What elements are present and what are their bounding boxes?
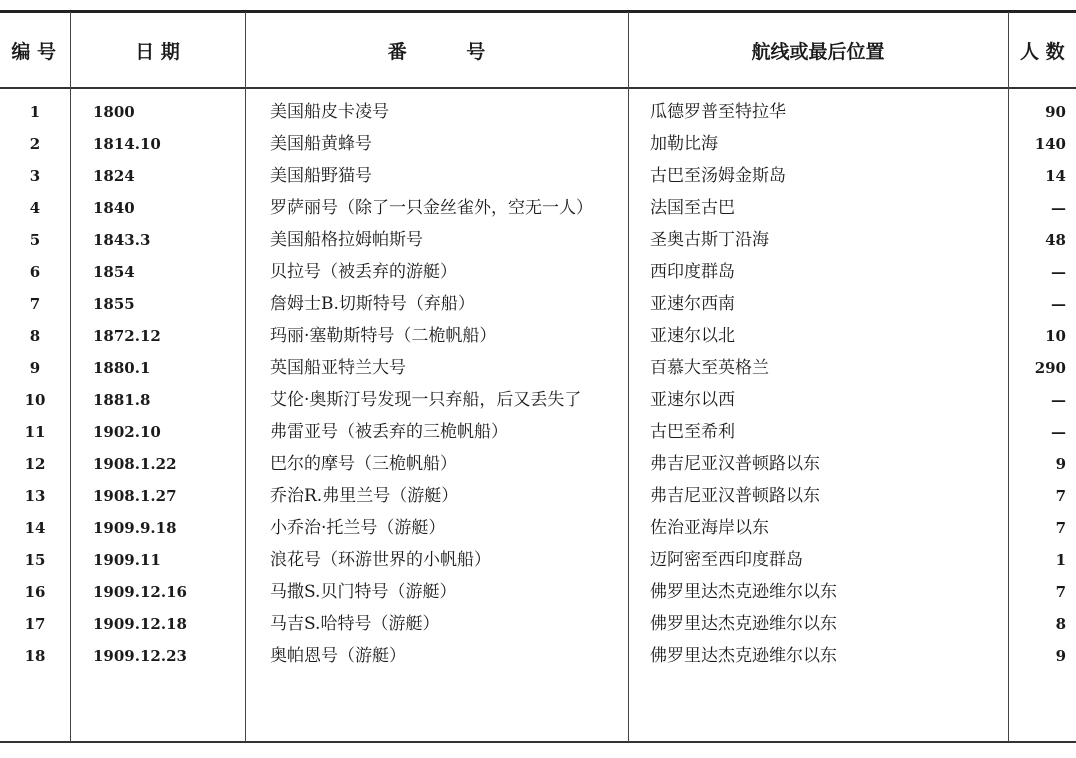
table-row: [0, 641, 1076, 673]
row-number: 13: [24, 487, 46, 505]
header-date: 日 期: [135, 40, 180, 63]
row-route: 瓜德罗普至特拉华: [650, 102, 786, 122]
row-ship-name: 小乔治·托兰号（游艇）: [270, 518, 446, 538]
row-number: 12: [24, 455, 46, 473]
bottom-rule: [0, 741, 1076, 743]
row-date: 1909.9.18: [93, 519, 177, 537]
row-date: 1814.10: [93, 135, 161, 153]
header-route: 航线或最后位置: [751, 40, 885, 63]
row-date: 1855: [93, 295, 135, 313]
row-date: 1909.12.18: [93, 615, 187, 633]
row-number: 11: [24, 423, 46, 441]
row-route: 古巴至希利: [650, 422, 735, 442]
row-ship-name: 詹姆士B.切斯特号（弃船）: [270, 294, 475, 314]
row-route: 百慕大至英格兰: [650, 358, 769, 378]
header-rule: [0, 87, 1076, 89]
row-ship-name: 美国船黄蜂号: [270, 134, 372, 154]
table-row: [0, 289, 1076, 321]
row-route: 佛罗里达杰克逊维尔以东: [650, 582, 837, 602]
table-row: [0, 577, 1076, 609]
row-ship-name: 英国船亚特兰大号: [270, 358, 406, 378]
table-row: [0, 385, 1076, 417]
row-ship-name: 巴尔的摩号（三桅帆船）: [270, 454, 457, 474]
row-date: 1902.10: [93, 423, 161, 441]
row-date: 1908.1.22: [93, 455, 177, 473]
row-route: 佛罗里达杰克逊维尔以东: [650, 614, 837, 634]
row-count: 290: [1034, 359, 1066, 377]
table-row: [0, 129, 1076, 161]
row-count: 9: [1055, 455, 1066, 473]
row-route: 法国至古巴: [650, 198, 735, 218]
row-date: 1909.12.23: [93, 647, 187, 665]
row-count: 48: [1045, 231, 1066, 249]
table-body: [0, 97, 1076, 673]
row-number: 3: [29, 167, 41, 185]
row-ship-name: 贝拉号（被丢弃的游艇）: [270, 262, 457, 282]
row-ship-name: 美国船格拉姆帕斯号: [270, 230, 423, 250]
table-row: [0, 97, 1076, 129]
row-route: 圣奥古斯丁沿海: [650, 230, 769, 250]
row-ship-name: 美国船野猫号: [270, 166, 372, 186]
row-date: 1880.1: [93, 359, 151, 377]
row-ship-name: 弗雷亚号（被丢弃的三桅帆船）: [270, 422, 508, 442]
row-count: 7: [1055, 487, 1066, 505]
row-number: 9: [29, 359, 41, 377]
row-date: 1854: [93, 263, 135, 281]
table-row: [0, 353, 1076, 385]
row-count: 9: [1055, 647, 1066, 665]
row-count: —: [1051, 295, 1066, 313]
row-number: 17: [24, 615, 46, 633]
row-number: 14: [24, 519, 46, 537]
row-number: 1: [29, 103, 41, 121]
row-route: 亚速尔西南: [650, 294, 735, 314]
row-date: 1908.1.27: [93, 487, 177, 505]
row-count: 8: [1055, 615, 1066, 633]
row-date: 1872.12: [93, 327, 161, 345]
table-row: [0, 321, 1076, 353]
table-row: [0, 417, 1076, 449]
row-date: 1909.11: [93, 551, 161, 569]
row-route: 西印度群岛: [650, 262, 735, 282]
row-number: 10: [24, 391, 46, 409]
row-number: 8: [29, 327, 41, 345]
row-route: 弗吉尼亚汉普顿路以东: [650, 486, 820, 506]
row-date: 1909.12.16: [93, 583, 187, 601]
table-row: [0, 449, 1076, 481]
row-count: 140: [1034, 135, 1066, 153]
row-number: 4: [29, 199, 41, 217]
table-row: [0, 609, 1076, 641]
row-count: 10: [1045, 327, 1066, 345]
row-route: 佛罗里达杰克逊维尔以东: [650, 646, 837, 666]
row-count: —: [1051, 423, 1066, 441]
row-number: 18: [24, 647, 46, 665]
row-route: 亚速尔以北: [650, 326, 735, 346]
table-row: [0, 545, 1076, 577]
table-row: [0, 225, 1076, 257]
row-count: 90: [1045, 103, 1066, 121]
row-count: 7: [1055, 583, 1066, 601]
row-route: 弗吉尼亚汉普顿路以东: [650, 454, 820, 474]
row-count: —: [1051, 199, 1066, 217]
table-row: [0, 513, 1076, 545]
row-ship-name: 玛丽·塞勒斯特号（二桅帆船）: [270, 326, 497, 346]
row-ship-name: 乔治R.弗里兰号（游艇）: [270, 486, 459, 506]
table-row: [0, 193, 1076, 225]
table-row: [0, 257, 1076, 289]
row-count: 7: [1055, 519, 1066, 537]
row-number: 5: [29, 231, 41, 249]
row-ship-name: 马吉S.哈特号（游艇）: [270, 614, 440, 634]
row-number: 15: [24, 551, 46, 569]
table-row: [0, 161, 1076, 193]
row-number: 6: [29, 263, 41, 281]
row-route: 古巴至汤姆金斯岛: [650, 166, 786, 186]
header-count: 人 数: [1020, 40, 1065, 63]
header-number: 编 号: [11, 40, 56, 63]
row-ship-name: 马撒S.贝门特号（游艇）: [270, 582, 457, 602]
row-route: 亚速尔以西: [650, 390, 735, 410]
row-date: 1843.3: [93, 231, 151, 249]
row-date: 1800: [93, 103, 135, 121]
row-route: 佐治亚海岸以东: [650, 518, 769, 538]
row-ship-name: 奥帕恩号（游艇）: [270, 646, 406, 666]
row-ship-name: 浪花号（环游世界的小帆船）: [270, 550, 491, 570]
row-ship-name: 罗萨丽号（除了一只金丝雀外，空无一人）: [270, 198, 593, 218]
row-count: —: [1051, 391, 1066, 409]
row-number: 16: [24, 583, 46, 601]
row-count: 14: [1045, 167, 1066, 185]
row-date: 1840: [93, 199, 135, 217]
row-route: 迈阿密至西印度群岛: [650, 550, 803, 570]
row-number: 7: [29, 295, 41, 313]
row-ship-name: 美国船皮卡凌号: [270, 102, 389, 122]
table-row: [0, 481, 1076, 513]
header-ship-name: 番 号: [387, 40, 486, 63]
row-number: 2: [29, 135, 41, 153]
row-date: 1824: [93, 167, 135, 185]
row-route: 加勒比海: [650, 134, 718, 154]
row-count: 1: [1055, 551, 1066, 569]
row-count: —: [1051, 263, 1066, 281]
row-ship-name: 艾伦·奥斯汀号发现一只弃船，后又丢失了: [270, 390, 582, 410]
row-date: 1881.8: [93, 391, 151, 409]
